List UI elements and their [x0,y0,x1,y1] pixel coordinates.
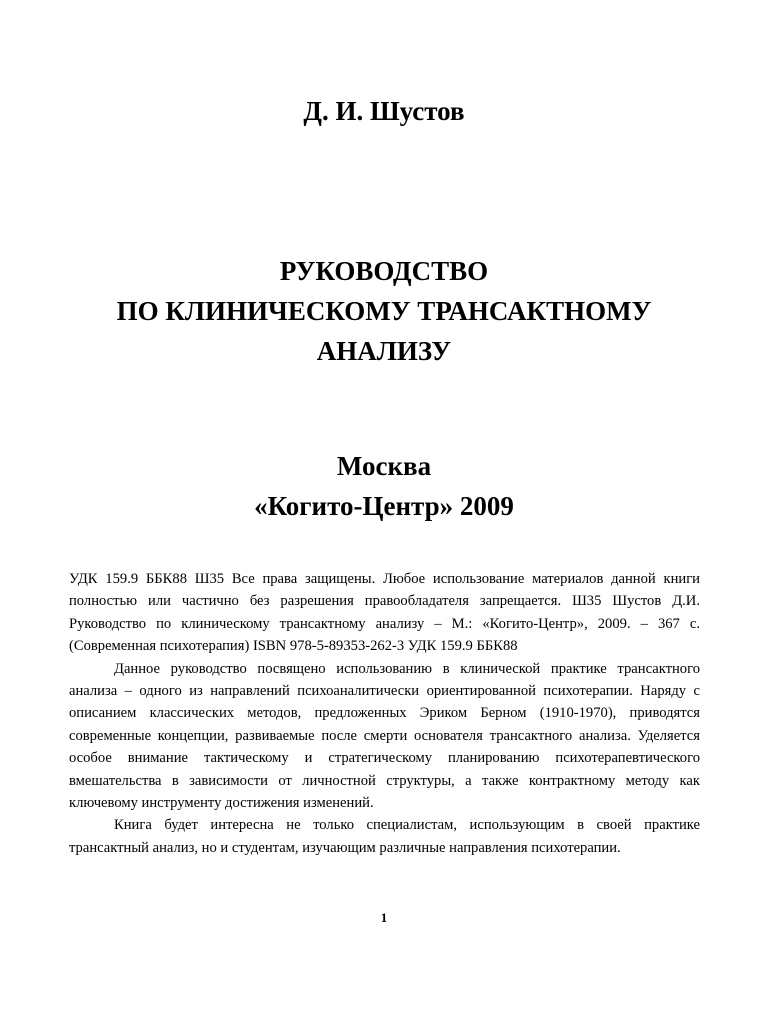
author-name: Д. И. Шустов [303,96,465,126]
title-line: АНАЛИЗУ [316,336,452,366]
book-title [0,251,768,371]
audience-paragraph: Книга будет интересна не только специалистам, использующим в своей практике трансактный анализ, но и студентам, изучающим различные направления психотерапии. [69,817,700,856]
publisher-block [0,446,768,526]
publisher-name-year: «Когито-Центр» 2009 [254,491,514,521]
page-number: 1 [380,910,388,925]
title-line: РУКОВОДСТВО [279,256,489,286]
publisher-city: Москва [336,451,432,481]
bibliographic-paragraph: УДК 159.9 ББК88 Ш35 Все права защищены. Любое использование материалов данной книги полностью или частично без разрешения правообладателя запрещается. Ш35 Шустов Д.И. Руководство по клиническому трансактному анализу – М.: «Когито-Центр», 2009. – 367 с. (Современная психотерапия) ISBN 978-5-89353-262-3 УДК 159.9 ББК88 [69,571,700,655]
body-text [69,568,700,859]
title-line: ПО КЛИНИЧЕСКОМУ ТРАНСАКТНОМУ [116,296,652,326]
annotation-paragraph: Данное руководство посвящено использованию в клинической практике трансактного анализа – одного из направлений психоаналитически ориентированной психотерапии. Наряду с описанием классических методов, предложенных Эриком Берном (1910-1970), приводятся современные концепции, развиваемые после смерти основателя трансактного анализа. Уделяется особое внимание тактическому и стратегическому планированию психотерапевтического вмешательства в зависимости от личностной структуры, а также контрактному методу как ключевому инструменту достижения изменений. [69,660,700,812]
